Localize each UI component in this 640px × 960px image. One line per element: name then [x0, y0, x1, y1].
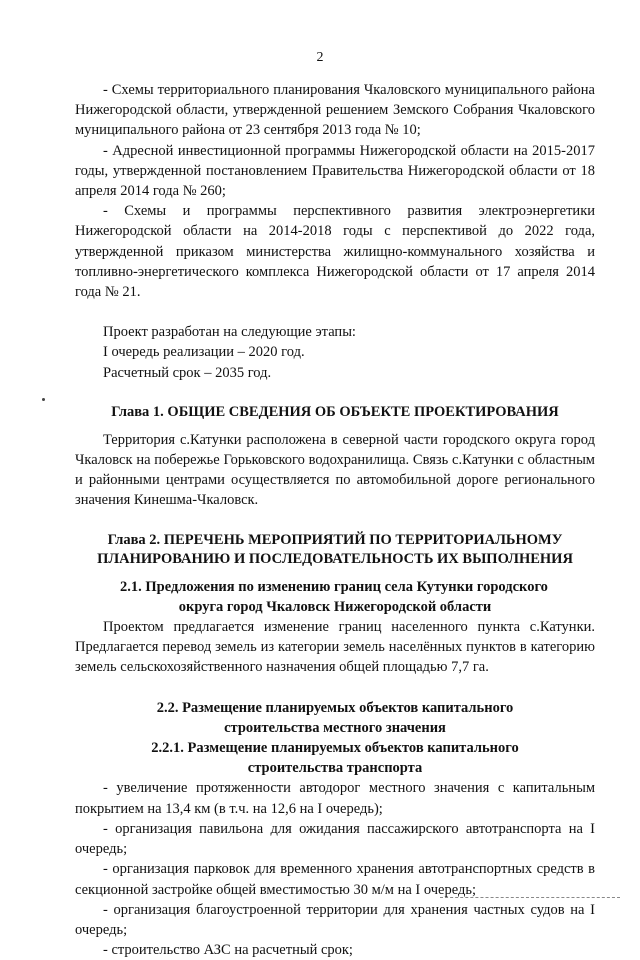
source-item: - Схемы территориального планирования Чкаловского муниципального района Нижегородской области, утвержденной решением Земского Собрания Чкаловского муниципального района от 23 сентября 2013 года № 10;	[75, 82, 595, 139]
chapter1-title: Глава 1. ОБЩИЕ СВЕДЕНИЯ ОБ ОБЪЕКТЕ ПРОЕКТИРОВАНИЯ	[111, 403, 559, 420]
chapter1-text: Территория с.Катунки расположена в северной части городского округа город Чкаловск на побережье Горьковского водохранилища. Связь с.Катунки с областным и районными центрами осуществляется по автомобильной дороге регионального значения Кинешма-Чкаловск.	[75, 431, 595, 509]
page-number: 2	[316, 50, 324, 65]
source-item: - Адресной инвестиционной программы Нижегородской области на 2015-2017 годы, утвержденной постановлением Правительства Нижегородской области от 18 апреля 2014 года № 260;	[75, 142, 595, 200]
section-2-1-title	[75, 577, 595, 617]
source-item: - Схемы и программы перспективного развития электроэнергетики Нижегородской области на 2014-2018 годы с перспективой до 2022 года, утвержденной приказом министерства жилищно-коммунального хозяйства и топливно-энергетического комплекса Нижегородской области от 17 апреля 2014 года № 21.	[75, 203, 595, 301]
stage-final: Расчетный срок – 2035 год.	[103, 364, 272, 381]
section-2-2-1-title-line2: строительства транспорта	[247, 760, 423, 777]
list-item: - увеличение протяженности автодорог местного значения с капитальным покрытием на 13,4 км (в т.ч. на 12,6 на I очередь);	[75, 780, 595, 817]
section-2-1-title-line2: округа город Чкаловск Нижегородской области	[178, 598, 492, 615]
scan-edge-line	[440, 897, 620, 898]
list-item: - организация благоустроенной территории для хранения частных судов на I очередь;	[75, 901, 595, 938]
stage-first: I очередь реализации – 2020 год.	[103, 344, 305, 361]
scan-speck	[42, 398, 45, 401]
list-item: - организация павильона для ожидания пассажирского автотранспорта на I очередь;	[75, 820, 595, 858]
section-2-2-title	[75, 698, 595, 738]
chapter2-title-line2: ПЛАНИРОВАНИЮ И ПОСЛЕДОВАТЕЛЬНОСТЬ ИХ ВЫПОЛНЕНИЯ	[97, 550, 573, 567]
section-2-2-title-line1: 2.2. Размещение планируемых объектов капитального	[156, 699, 514, 716]
section-2-2-1-title	[75, 738, 595, 778]
chapter2-title-line1: Глава 2. ПЕРЕЧЕНЬ МЕРОПРИЯТИЙ ПО ТЕРРИТОРИАЛЬНОМУ	[107, 531, 563, 548]
section-2-1-title-line1: 2.1. Предложения по изменению границ села Кутунки городского	[120, 578, 548, 595]
page-content	[75, 80, 595, 960]
chapter2-title	[75, 531, 595, 569]
section-2-2-title-line2: строительства местного значения	[224, 719, 446, 736]
list-item: - организация парковок для временного хранения автотранспортных средств в секционной застройке общей вместимостью 30 м/м на I очередь;	[75, 861, 595, 898]
section-2-1-text: Проектом предлагается изменение границ населенного пункта с.Катунки. Предлагается перевод земель из категории земель населённых пунктов в категорию земель сельскохозяйственного назначения общей площадью 7,7 га.	[75, 619, 595, 676]
stages-intro: Проект разработан на следующие этапы:	[103, 324, 356, 341]
section-2-2-1-title-line1: 2.2.1. Размещение планируемых объектов капитального	[151, 740, 519, 757]
list-item: - строительство АЗС на расчетный срок;	[103, 942, 353, 959]
